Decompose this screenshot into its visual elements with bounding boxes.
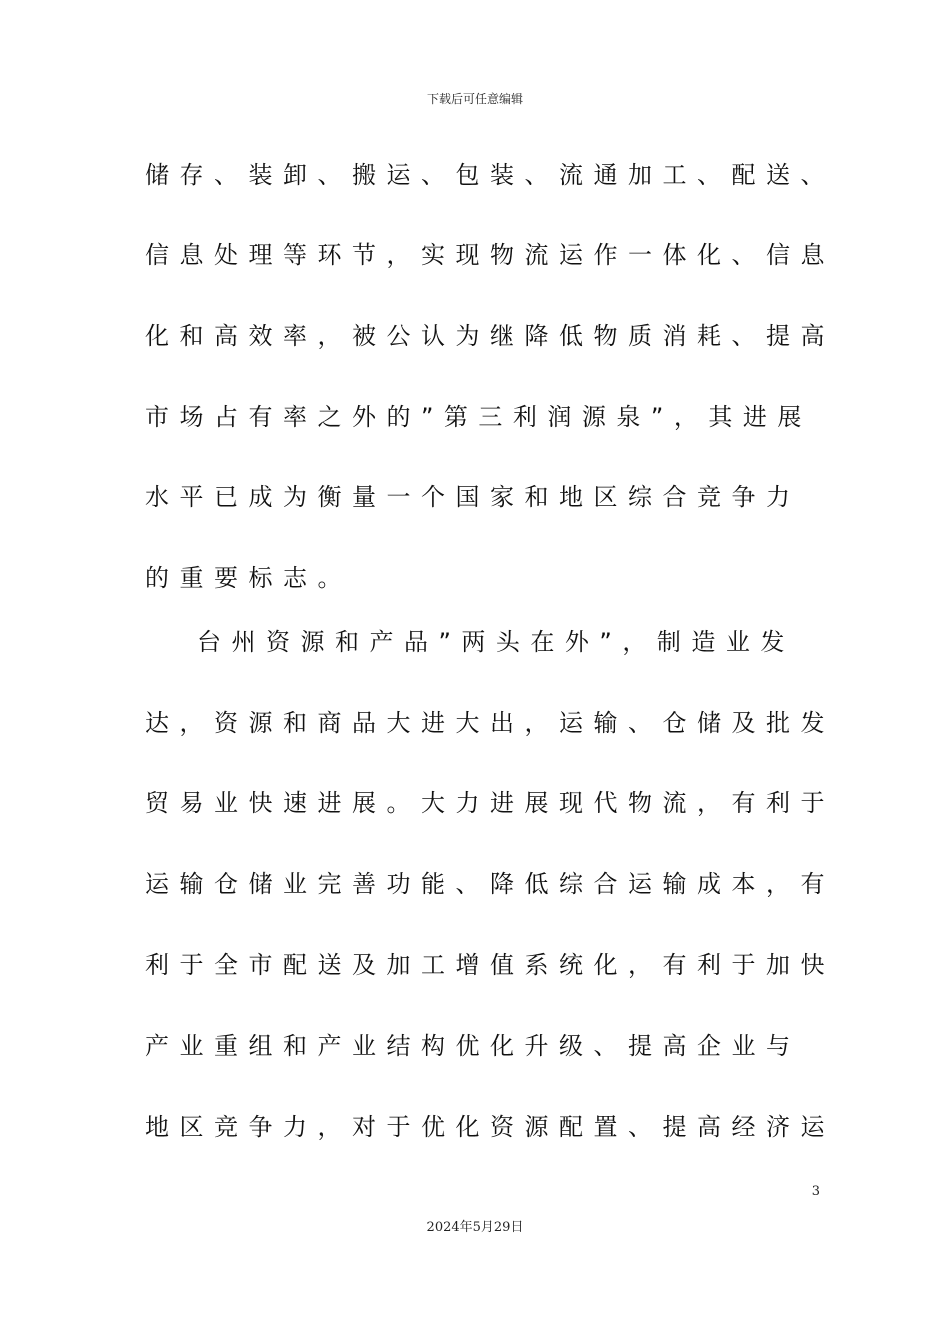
body-line: 达，资源和商品大进大出，运输、仓储及批发 [145,709,835,737]
body-line: 市场占有率之外的”第三利润源泉”，其进展 [145,403,812,431]
body-line: 化和高效率，被公认为继降低物质消耗、提高 [145,322,835,350]
body-line: 贸易业快速进展。大力进展现代物流，有利于 [145,789,835,817]
body-line: 产业重组和产业结构优化升级、提高企业与 [145,1032,801,1060]
body-line: 的重要标志。 [145,564,352,592]
paragraph-first-line: 台州资源和产品”两头在外”，制造业发 [197,628,795,656]
body-line: 运输仓储业完善功能、降低综合运输成本，有 [145,870,835,898]
body-line: 水平已成为衡量一个国家和地区综合竞争力 [145,483,801,511]
body-line: 储存、装卸、搬运、包装、流通加工、配送、 [145,161,835,189]
body-line: 地区竞争力，对于优化资源配置、提高经济运 [145,1113,835,1141]
page-number: 3 [811,1184,820,1199]
page-header: 下载后可任意编辑 [426,92,523,106]
footer-date: 2024年5月29日 [426,1220,524,1235]
body-line: 利于全市配送及加工增值系统化，有利于加快 [145,951,835,979]
body-line: 信息处理等环节，实现物流运作一体化、信息 [145,241,835,269]
